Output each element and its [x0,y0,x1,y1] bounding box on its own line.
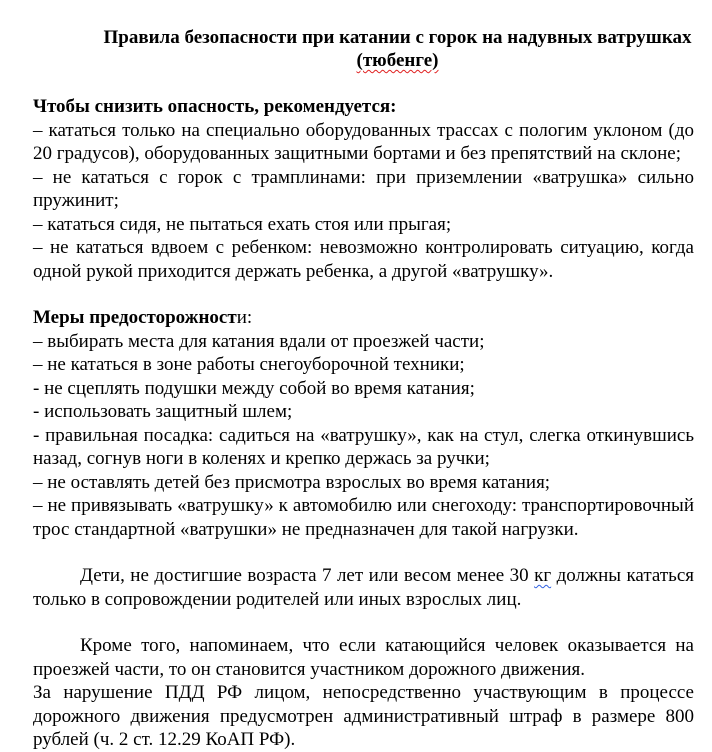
list-item: – не привязывать «ватрушку» к автомобилю или снегоходу: транспортировочный трос стандартной «ватрушки» не предназначен для такой нагрузки. [33,495,694,540]
spacer [33,72,694,95]
recommendations-section [33,95,694,283]
title-line-1: Правила безопасности при катании с горок на надувных ватрушках [103,27,692,48]
precautions-heading-bold: Меры предосторожност [33,307,237,328]
list-item: – не оставлять детей без присмотра взрослых во время катания; [33,471,551,493]
precautions-heading [33,306,694,330]
list-item: – не кататься с горок с трамплинами: при приземлении «ватрушка» сильно пружинит; [33,166,694,211]
list-item: - не сцеплять подушки между собой во время катания; [33,377,475,399]
spellcheck-flagged-word[interactable]: (тюбенге) [356,50,439,71]
recommendations-heading: Чтобы снизить опасность, рекомендуется: [33,96,397,117]
document-title [33,26,694,72]
list-item: - правильная посадка: садиться на «ватрушку», как на стул, слегка откинувшись назад, согнув ноги в коленях и крепко держась за ручки; [33,424,694,469]
spacer [33,611,694,634]
spacer [33,283,694,306]
precautions-section [33,306,694,541]
grammar-flagged-word[interactable]: кг [534,565,552,586]
reminder-paragraph: Кроме того, напоминаем, что если катающийся человек оказывается на проезжей части, то он становится участником дорожного движения. [33,635,694,680]
list-item: – кататься сидя, не пытаться ехать стоя или прыгая; [33,213,452,235]
list-item: – кататься только на специально оборудованных трассах с пологим уклоном (до 20 градусов), оборудованных защитными бортами и без препятствий на склоне; [33,119,694,164]
list-item: - использовать защитный шлем; [33,401,293,422]
list-item: – не кататься вдвоем с ребенком: невозможно контролировать ситуацию, когда одной рукой приходится держать ребенка, а другой «ватрушку». [33,237,694,282]
fine-paragraph: За нарушение ПДД РФ лицом, непосредственно участвующим в процессе дорожного движения предусмотрен административный штраф в размере 800 рублей (ч. 2 ст. 12.29 КоАП РФ). [33,682,694,750]
precautions-heading-tail: и: [236,307,253,328]
children-text-end: должны кататься только в сопровождении родителей или иных взрослых лиц. [33,565,694,610]
children-paragraph [33,564,694,611]
children-text-start: Дети, не достигшие возраста 7 лет или весом менее 30 [80,565,535,586]
list-item: – не кататься в зоне работы снегоуборочной техники; [33,354,465,375]
list-item: – выбирать места для катания вдали от проезжей части; [33,330,485,352]
title-line-2 [101,49,694,72]
spacer [33,541,694,564]
